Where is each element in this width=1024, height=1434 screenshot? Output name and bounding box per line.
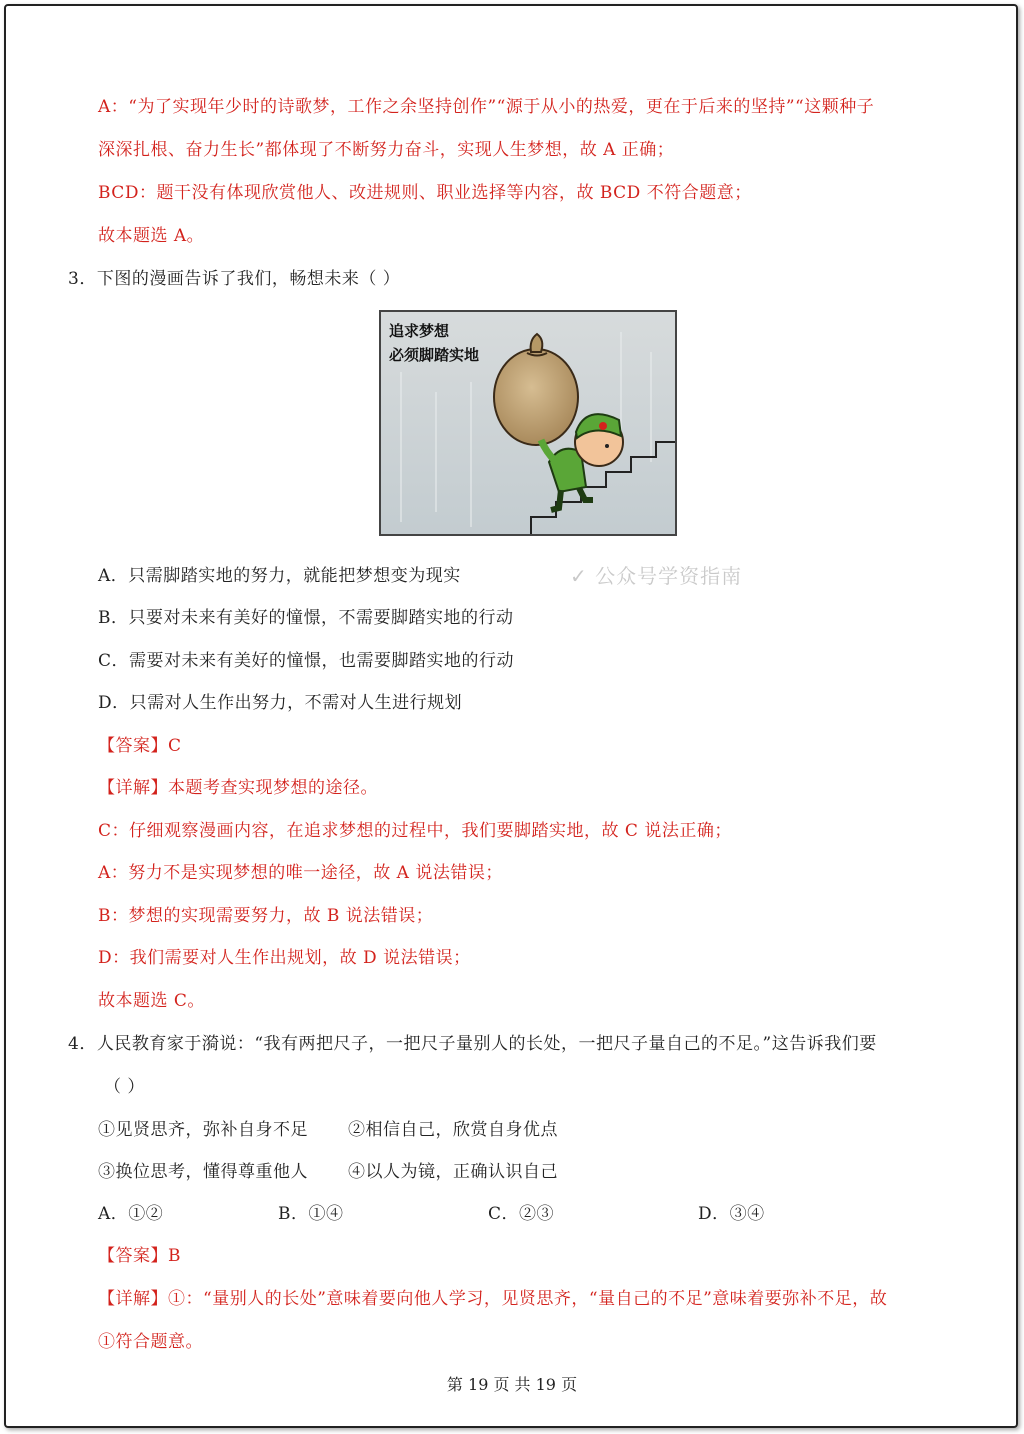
q4-statement-4: ④以人为镜，正确认识自己	[348, 1162, 558, 1182]
q4-detail-label: 【详解】	[98, 1289, 168, 1309]
q4-detail-line1: ①：“量别人的长处”意味着要向他人学习，见贤思齐，“量自己的不足”意味着要弥补不足，故	[168, 1289, 888, 1309]
q3-option-c: C．需要对未来有美好的憧憬，也需要脚踏实地的行动	[98, 651, 515, 671]
q4-detail-line2: ①符合题意。	[98, 1332, 203, 1352]
q4-statement-2: ②相信自己，欣赏自身优点	[348, 1120, 558, 1140]
q4-answer-value: B	[168, 1246, 181, 1266]
q4-choice-b: B．①④	[278, 1204, 344, 1224]
cartoon-image	[379, 310, 677, 536]
q4-choice-a: A．①②	[98, 1204, 164, 1224]
q4-answer-label: 【答案】	[98, 1246, 168, 1266]
q3-stem-text: 下图的漫画告诉了我们，畅想未来（ ）	[96, 269, 401, 289]
q4-choice-c: C．②③	[488, 1204, 555, 1224]
q3-answer	[98, 731, 182, 756]
q2-analysis-line1: A：“为了实现年少时的诗歌梦，工作之余坚持创作”“源于从小的热爱，更在于后来的坚持”“这颗种子	[98, 97, 875, 117]
q4-stem-line1: 人民教育家于漪说：“我有两把尺子，一把尺子量别人的长处，一把尺子量自己的不足。”这告诉我们要	[96, 1034, 877, 1054]
q2-analysis-line3: BCD：题干没有体现欣赏他人、改进规则、职业选择等内容，故 BCD 不符合题意；	[98, 183, 752, 203]
q3-detail-label: 【详解】	[98, 778, 168, 798]
q3-answer-label: 【答案】	[98, 736, 168, 756]
q3-option-a: A．只需脚踏实地的努力，就能把梦想变为现实	[98, 566, 461, 586]
q4-choice-d: D．③④	[698, 1204, 765, 1224]
q4-answer	[98, 1241, 181, 1266]
q4-statement-3: ③换位思考，懂得尊重他人	[98, 1162, 308, 1182]
q3-option-d: D．只需对人生作出努力，不需对人生进行规划	[98, 693, 463, 713]
q4-number: 4．	[68, 1034, 97, 1054]
watermark-icon: ✓	[570, 564, 588, 588]
watermark-text: 公众号学资指南	[595, 564, 743, 588]
q3-analysis-b: B：梦想的实现需要努力，故 B 说法错误；	[98, 906, 434, 926]
q3-stem	[68, 264, 400, 289]
watermark	[570, 560, 742, 589]
q3-answer-value: C	[168, 736, 182, 756]
q3-detail	[98, 773, 378, 798]
cartoon-caption-line2: 必须脚踏实地	[389, 346, 480, 364]
q3-number: 3．	[68, 269, 97, 289]
q4-stem	[68, 1029, 877, 1054]
q2-conclusion: 故本题选 A。	[98, 226, 205, 246]
q2-analysis-line2: 深深扎根、奋力生长”都体现了不断努力奋斗，实现人生梦想，故 A 正确；	[98, 140, 675, 160]
q4-detail	[98, 1284, 887, 1309]
q4-stem-line2: （ ）	[104, 1077, 145, 1097]
q3-option-b: B．只要对未来有美好的憧憬，不需要脚踏实地的行动	[98, 608, 514, 628]
q3-analysis-c: C：仔细观察漫画内容，在追求梦想的过程中，我们要脚踏实地，故 C 说法正确；	[98, 821, 732, 841]
cartoon-caption-line1: 追求梦想	[389, 322, 450, 340]
q3-detail-intro: 本题考查实现梦想的途径。	[168, 778, 378, 798]
q3-analysis-d: D：我们需要对人生作出规划，故 D 说法错误；	[98, 948, 471, 968]
page-footer: 第 19 页 共 19 页	[446, 1375, 578, 1394]
q4-statement-1: ①见贤思齐，弥补自身不足	[98, 1120, 308, 1140]
q3-conclusion: 故本题选 C。	[98, 991, 205, 1011]
q3-analysis-a: A：努力不是实现梦想的唯一途径，故 A 说法错误；	[98, 863, 503, 883]
